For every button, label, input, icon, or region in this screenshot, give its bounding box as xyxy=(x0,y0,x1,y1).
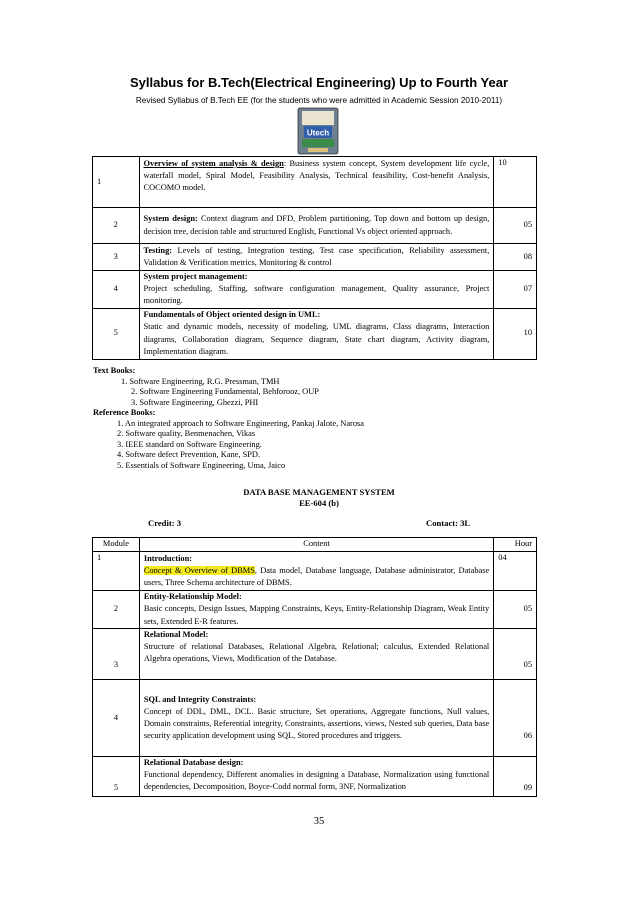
module-number: 4 xyxy=(93,680,140,757)
module-hour: 05 xyxy=(494,629,537,680)
module-hour: 04 xyxy=(494,552,537,591)
reference-book-item: 4. Software defect Prevention, Kane, SPD. xyxy=(117,450,261,459)
module-text: Structure of relational Databases, Relational Algebra, Relational; calculus, Extended Relational Algebra operations, Views, Modification of the Database. xyxy=(143,642,490,664)
page-title: Syllabus for B.Tech(Electrical Engineering) Up to Fourth Year xyxy=(129,75,509,90)
module-hour: 08 xyxy=(494,244,537,271)
module-number: 4 xyxy=(93,271,140,309)
module-title: Relational Database design: xyxy=(143,758,244,767)
module-content xyxy=(139,680,493,757)
module-text: Concept of DDL, DML, DCL. Basic structure, Set operations, Aggregate functions, Null values, Domain constraints, Referential integrity, Constraints, assertions, views, Nested sub queries, Data base security application development using SQL, Stored procedures and triggers. xyxy=(143,706,490,741)
module-hour: 09 xyxy=(494,757,537,797)
text-book-item: 3. Software Engineering, Ghezzi, PHI xyxy=(131,397,259,407)
module-content xyxy=(139,552,493,591)
table-row xyxy=(93,757,537,797)
module-text: Static and dynamic models, necessity of modeling, UML diagrams, Class diagrams, Interaction diagrams, Collaboration diagram, Sequence diagram, State chart diagram, Activity diagram, Implementation diagram. xyxy=(143,322,490,356)
contact-label: Contact: 3L xyxy=(426,518,471,528)
books-section xyxy=(93,366,364,471)
module-number: 5 xyxy=(93,308,140,359)
module-number: 1 xyxy=(93,157,140,208)
table-row xyxy=(93,157,537,208)
table-row xyxy=(93,591,537,629)
module-text: : Business system concept, System development life cycle, waterfall model, Spiral Model, Feasibility Analysis, Technical feasibility, Cost-benefit Analysis, COCOMO model. xyxy=(143,159,490,193)
table-row xyxy=(93,680,537,757)
module-text: Context diagram and DFD, Problem partitioning, Top down and bottom up design, decision tree, decision table and structured English, Functional Vs object oriented approach. xyxy=(143,214,490,236)
reference-books-heading: Reference Books: xyxy=(93,408,156,417)
column-header-module: Module xyxy=(93,538,140,552)
module-hour: 10 xyxy=(494,308,537,359)
module-title: Introduction: xyxy=(143,553,193,563)
table-row xyxy=(93,244,537,271)
text-book-item: 2. Software Engineering Fundamental, Behforooz, OUP xyxy=(131,387,319,396)
module-number: 3 xyxy=(93,629,140,680)
reference-book-item: 5. Essentials of Software Engineering, Uma, Jaico xyxy=(117,460,286,470)
text-books-heading: Text Books: xyxy=(93,366,136,375)
reference-book-item: 3. IEEE standard on Software Engineering. xyxy=(117,439,262,449)
module-content xyxy=(139,271,494,309)
university-logo xyxy=(294,106,342,156)
module-hour: 07 xyxy=(494,271,537,309)
module-content xyxy=(139,308,494,359)
column-header-hour: Hour xyxy=(494,538,537,552)
module-number: 1 xyxy=(93,552,140,591)
credit-label: Credit: 3 xyxy=(148,518,182,528)
module-content xyxy=(139,629,493,680)
table-row xyxy=(93,208,537,244)
module-hour: 05 xyxy=(494,591,537,629)
reference-book-item: 1. An integrated approach to Software Engineering, Pankaj Jalote, Narosa xyxy=(117,418,364,428)
module-title: System design: xyxy=(143,214,198,224)
module-number: 5 xyxy=(93,757,140,797)
module-title: Overview of system analysis & design xyxy=(143,159,284,168)
module-text: Functional dependency, Different anomalies in designing a Database, Normalization using functional dependencies, Decomposition, Boyce-Codd normal form, 3NF, Normalization xyxy=(143,770,490,792)
module-title: Fundamentals of Object oriented design in UML: xyxy=(143,310,321,320)
module-hour: 05 xyxy=(494,208,537,244)
table-header-row xyxy=(93,538,537,552)
course-code: EE-604 (b) xyxy=(299,497,339,508)
module-title: Testing: xyxy=(143,245,173,255)
course-title: DATA BASE MANAGEMENT SYSTEM xyxy=(243,487,395,497)
module-text: Levels of testing, Integration testing, Test case specification, Reliability assessment, Validation & Verification metrics, Monitoring & control xyxy=(143,245,490,267)
module-number: 3 xyxy=(93,244,140,271)
module-title: Relational Model: xyxy=(143,630,209,639)
module-content xyxy=(139,591,493,629)
module-title: Entity-Relationship Model: xyxy=(143,592,242,602)
table-row xyxy=(93,308,537,359)
module-number: 2 xyxy=(93,591,140,629)
page-number: 35 xyxy=(313,816,325,827)
module-number: 2 xyxy=(93,208,140,244)
module-content xyxy=(139,157,494,208)
module-content xyxy=(139,244,494,271)
table-row xyxy=(93,271,537,309)
column-header-content: Content xyxy=(139,538,493,552)
table-row xyxy=(93,552,537,591)
module-hour: 10 xyxy=(494,157,537,208)
module-title: SQL and Integrity Constraints: xyxy=(143,694,257,704)
module-content xyxy=(139,757,493,797)
module-hour: 06 xyxy=(494,680,537,757)
page-subtitle: Revised Syllabus of B.Tech EE (for the students who were admitted in Academic Session 2010-2011) xyxy=(135,96,503,105)
module-text: Basic concepts, Design Issues, Mapping Constraints, Keys, Entity-Relationship Diagram, Weak Entity sets, Extended E-R features. xyxy=(143,604,490,626)
table-row xyxy=(93,629,537,680)
module-text: Project scheduling, Staffing, software configuration management, Quality assurance, Project monitoring. xyxy=(143,284,490,306)
dbms-heading xyxy=(0,487,638,508)
syllabus-table-system-analysis xyxy=(92,156,537,360)
text-book-item: 1. Software Engineering, R.G. Pressman, TMH xyxy=(121,376,280,386)
module-content xyxy=(139,208,494,244)
module-title: System project management: xyxy=(143,272,248,281)
reference-book-item: 2. Software quality, Benmenachen, Vikas xyxy=(117,429,256,438)
syllabus-table-dbms xyxy=(92,537,537,797)
logo-text: Utech xyxy=(306,128,330,138)
module-text: , Data model, Database language, Database administrator, Database users, Three Schema architecture of DBMS. xyxy=(143,565,490,588)
highlighted-text: Concept & Overview of DBMS xyxy=(143,565,255,575)
